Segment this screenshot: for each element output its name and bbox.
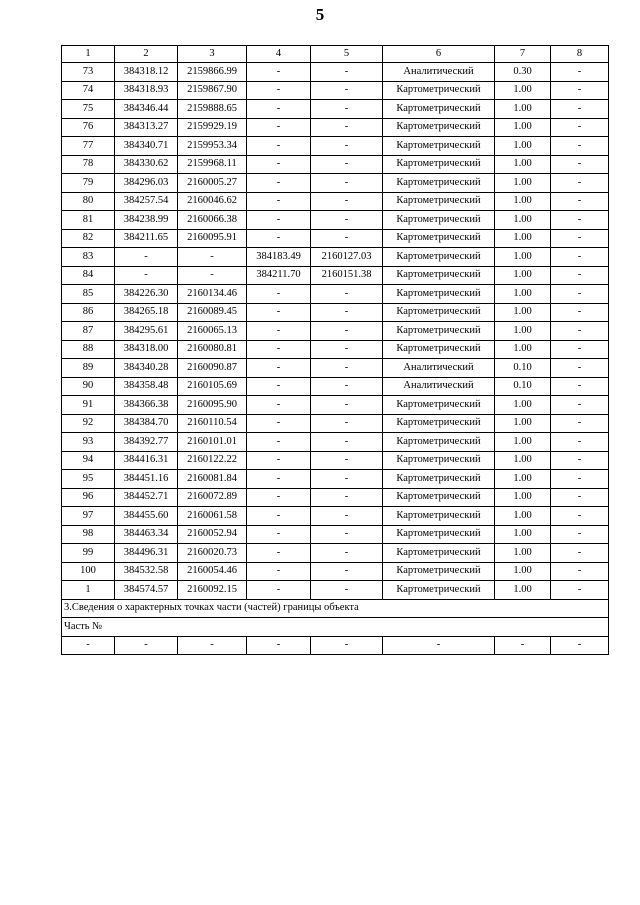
table-cell: 74 [62,81,115,100]
table-cell: 1.00 [495,266,551,285]
table-row [62,81,609,100]
table-cell: - [247,433,311,452]
table-cell: 73 [62,63,115,82]
table-cell: 2160054.46 [178,562,247,581]
table-cell: 2160095.90 [178,396,247,415]
table-row [62,544,609,563]
table-cell: - [247,562,311,581]
table-cell: Аналитический [383,377,495,396]
table-cell: 1.00 [495,488,551,507]
table-cell: Картометрический [383,562,495,581]
table-cell: 2159968.11 [178,155,247,174]
table-cell: 384226.30 [115,285,178,304]
table-cell: 84 [62,266,115,285]
table-cell: 1.00 [495,118,551,137]
table-cell: 384295.61 [115,322,178,341]
table-cell: 91 [62,396,115,415]
table-cell: 1.00 [495,322,551,341]
table-row [62,63,609,82]
table-row [62,303,609,322]
table-cell: - [247,137,311,156]
table-row [62,211,609,230]
table-cell: 384452.71 [115,488,178,507]
table-cell: 2160134.46 [178,285,247,304]
table-row [62,266,609,285]
table-cell: - [247,174,311,193]
table-cell: 1.00 [495,340,551,359]
table-cell: 1.00 [495,192,551,211]
table-cell: 384455.60 [115,507,178,526]
table-row [62,525,609,544]
table-cell: 2160095.91 [178,229,247,248]
table-cell: - [247,470,311,489]
table-cell: - [311,507,383,526]
table-cell: 0.10 [495,359,551,378]
table-cell: 1.00 [495,229,551,248]
table-cell: 384340.28 [115,359,178,378]
table-cell: 1.00 [495,562,551,581]
table-cell: 2160110.54 [178,414,247,433]
table-cell: - [247,211,311,230]
table-cell: - [551,229,609,248]
table-cell: - [495,636,551,655]
table-row [62,414,609,433]
column-header: 5 [311,46,383,63]
table-cell: 1.00 [495,248,551,267]
table-cell: - [311,322,383,341]
table-cell: - [551,266,609,285]
table-cell: 1.00 [495,396,551,415]
table-cell: - [551,81,609,100]
table-row [62,100,609,119]
section-title-row [62,599,609,618]
table-cell: Картометрический [383,137,495,156]
table-row [62,470,609,489]
table-cell: 2160072.89 [178,488,247,507]
table-cell: - [247,63,311,82]
table-cell: - [62,636,115,655]
table-cell: 2160089.45 [178,303,247,322]
table-cell: Картометрический [383,303,495,322]
table-cell: 2159953.34 [178,137,247,156]
table-cell: 384238.99 [115,211,178,230]
table-cell: - [311,229,383,248]
table-cell: 2159929.19 [178,118,247,137]
table-cell: - [311,488,383,507]
table-cell: 78 [62,155,115,174]
table-row [62,562,609,581]
table-cell: 384340.71 [115,137,178,156]
table-cell: - [551,63,609,82]
table-cell: 384366.38 [115,396,178,415]
table-cell: 1.00 [495,81,551,100]
table-cell: 384265.18 [115,303,178,322]
table-cell: - [311,562,383,581]
table-row [62,488,609,507]
table-cell: 2160090.87 [178,359,247,378]
table-cell: - [551,414,609,433]
table-cell: 2160061.58 [178,507,247,526]
table-cell: 1.00 [495,285,551,304]
table-cell: 2160005.27 [178,174,247,193]
part-data-row [62,636,609,655]
table-cell: 0.10 [495,377,551,396]
table-cell: - [383,636,495,655]
table-cell: - [551,377,609,396]
table-cell: 2160080.81 [178,340,247,359]
table-cell: Картометрический [383,507,495,526]
table-row [62,507,609,526]
table-cell: Картометрический [383,396,495,415]
table-row [62,174,609,193]
table-cell: - [311,81,383,100]
table-cell: 1.00 [495,211,551,230]
part-label: Часть № [62,618,609,637]
table-cell: 99 [62,544,115,563]
table-cell: 2160127.03 [311,248,383,267]
table-cell: 2160151.38 [311,266,383,285]
table-cell: - [247,451,311,470]
table-cell: 86 [62,303,115,322]
table-row [62,192,609,211]
table-cell: Картометрический [383,414,495,433]
table-cell: - [247,544,311,563]
table-cell: Картометрический [383,211,495,230]
table-row [62,229,609,248]
table-cell: - [551,507,609,526]
table-cell: 2159866.99 [178,63,247,82]
table-cell: Картометрический [383,174,495,193]
column-header: 7 [495,46,551,63]
table-cell: Картометрический [383,470,495,489]
table-cell: 85 [62,285,115,304]
table-cell: - [178,636,247,655]
table-cell: - [247,377,311,396]
table-cell: - [115,636,178,655]
table-cell: - [247,396,311,415]
table-cell: - [311,118,383,137]
table-cell: 1.00 [495,451,551,470]
table-cell: 1.00 [495,303,551,322]
table-cell: Картометрический [383,266,495,285]
table-row [62,340,609,359]
table-cell: - [551,488,609,507]
table-cell: 88 [62,340,115,359]
boundary-points-table [61,45,609,655]
table-cell: 384313.27 [115,118,178,137]
table-cell: 384211.65 [115,229,178,248]
table-cell: 95 [62,470,115,489]
table-cell: - [551,433,609,452]
table-cell: - [551,581,609,600]
table-cell: - [551,155,609,174]
table-cell: Картометрический [383,248,495,267]
table-cell: 1.00 [495,155,551,174]
table-cell: - [311,303,383,322]
table-cell: 384451.16 [115,470,178,489]
table-row [62,248,609,267]
table-cell: 384296.03 [115,174,178,193]
table-cell: - [311,470,383,489]
table-cell: - [247,581,311,600]
table-cell: Картометрический [383,81,495,100]
table-cell: - [551,285,609,304]
table-cell: - [311,581,383,600]
table-cell: 384318.93 [115,81,178,100]
table-cell: 83 [62,248,115,267]
table-cell: - [247,525,311,544]
table-cell: 384330.62 [115,155,178,174]
table-header-row [62,46,609,63]
table-cell: 2160092.15 [178,581,247,600]
table-cell: Картометрический [383,322,495,341]
table-cell: 384211.70 [247,266,311,285]
table-cell: 2160105.69 [178,377,247,396]
table-cell: 100 [62,562,115,581]
page-number: 5 [315,5,325,24]
table-cell: 384318.12 [115,63,178,82]
table-cell: - [247,155,311,174]
table-cell: - [311,63,383,82]
table-cell: 1.00 [495,414,551,433]
column-header: 4 [247,46,311,63]
table-cell: - [247,488,311,507]
table-cell: - [247,118,311,137]
table-cell: - [247,303,311,322]
table-cell: - [247,359,311,378]
table-cell: - [247,414,311,433]
table-cell: Картометрический [383,544,495,563]
table-cell: Картометрический [383,155,495,174]
table-cell: - [115,248,178,267]
table-cell: - [551,174,609,193]
table-cell: 2160065.13 [178,322,247,341]
table-cell: - [311,433,383,452]
table-cell: - [551,562,609,581]
table-cell: - [551,248,609,267]
table-cell: 1.00 [495,137,551,156]
table-cell: - [551,192,609,211]
table-row [62,581,609,600]
table-cell: - [247,340,311,359]
table-cell: - [311,211,383,230]
table-cell: - [551,211,609,230]
table-cell: 384532.58 [115,562,178,581]
table-cell: Аналитический [383,359,495,378]
table-row [62,377,609,396]
table-cell: 384574.57 [115,581,178,600]
table-cell: 1.00 [495,525,551,544]
table-row [62,433,609,452]
table-cell: 2160122.22 [178,451,247,470]
table-cell: - [247,192,311,211]
table-row [62,359,609,378]
table-cell: - [311,100,383,119]
table-cell: Картометрический [383,488,495,507]
table-cell: - [551,451,609,470]
table-cell: Картометрический [383,581,495,600]
table-cell: - [247,507,311,526]
table-cell: - [311,525,383,544]
table-cell: 384358.48 [115,377,178,396]
table-cell: Картометрический [383,525,495,544]
table-cell: Картометрический [383,285,495,304]
table-cell: - [551,322,609,341]
table-cell: 90 [62,377,115,396]
table-cell: 76 [62,118,115,137]
table-cell: 2160066.38 [178,211,247,230]
table-cell: 89 [62,359,115,378]
table-cell: 2160046.62 [178,192,247,211]
column-header: 8 [551,46,609,63]
column-header: 3 [178,46,247,63]
table-cell: 80 [62,192,115,211]
table-cell: 96 [62,488,115,507]
table-row [62,155,609,174]
table-cell: 384496.31 [115,544,178,563]
part-label-row [62,618,609,637]
table-cell: - [551,303,609,322]
table-cell: 1.00 [495,470,551,489]
column-header: 6 [383,46,495,63]
table-cell: Картометрический [383,100,495,119]
table-cell: - [551,544,609,563]
table-cell: - [551,137,609,156]
table-cell: - [311,192,383,211]
table-cell: - [178,266,247,285]
column-header: 1 [62,46,115,63]
table-cell: - [311,137,383,156]
table-cell: 384416.31 [115,451,178,470]
table-cell: - [311,636,383,655]
table-cell: - [247,636,311,655]
table-cell: - [311,451,383,470]
table-cell: - [247,100,311,119]
table-cell: - [551,525,609,544]
table-cell: 384463.34 [115,525,178,544]
table-cell: - [247,322,311,341]
table-cell: 1.00 [495,433,551,452]
table-cell: - [311,174,383,193]
table-cell: - [311,396,383,415]
table-cell: Картометрический [383,118,495,137]
table-cell: - [247,229,311,248]
table-cell: 2160081.84 [178,470,247,489]
table-cell: Картометрический [383,433,495,452]
table-cell: 384183.49 [247,248,311,267]
table-cell: - [551,340,609,359]
table-cell: - [551,636,609,655]
table-cell: 2160052.94 [178,525,247,544]
table-cell: - [551,100,609,119]
table-cell: 384257.54 [115,192,178,211]
table-cell: Картометрический [383,340,495,359]
table-cell: - [551,118,609,137]
table-cell: 2160101.01 [178,433,247,452]
table-cell: - [311,340,383,359]
table-cell: 384318.00 [115,340,178,359]
table-cell: 1.00 [495,507,551,526]
section-title: 3.Сведения о характерных точках части (частей) границы объекта [62,599,609,618]
table-cell: 0.30 [495,63,551,82]
column-header: 2 [115,46,178,63]
table-row [62,137,609,156]
table-cell: Аналитический [383,63,495,82]
table-cell: - [311,544,383,563]
table-row [62,396,609,415]
table-cell: 93 [62,433,115,452]
table-cell: - [311,155,383,174]
table-cell: 94 [62,451,115,470]
table-cell: - [247,285,311,304]
table-row [62,451,609,470]
table-cell: 1.00 [495,100,551,119]
table-cell: 1.00 [495,544,551,563]
table-cell: 384346.44 [115,100,178,119]
table-cell: - [311,377,383,396]
table-cell: - [551,470,609,489]
table-cell: Картометрический [383,451,495,470]
table-cell: 2160020.73 [178,544,247,563]
table-row [62,322,609,341]
table-cell: 79 [62,174,115,193]
table-cell: - [311,285,383,304]
table-cell: - [178,248,247,267]
table-cell: 98 [62,525,115,544]
table-cell: - [551,359,609,378]
table-cell: 75 [62,100,115,119]
table-cell: 1.00 [495,174,551,193]
table-cell: 1.00 [495,581,551,600]
table-cell: 2159888.65 [178,100,247,119]
table-cell: - [115,266,178,285]
table-cell: 2159867.90 [178,81,247,100]
table-cell: 384384.70 [115,414,178,433]
table-cell: 82 [62,229,115,248]
table-cell: 92 [62,414,115,433]
table-cell: 77 [62,137,115,156]
table-cell: 81 [62,211,115,230]
table-row [62,118,609,137]
table-cell: 97 [62,507,115,526]
table-cell: - [311,414,383,433]
table-row [62,285,609,304]
table-cell: 1 [62,581,115,600]
table-cell: - [311,359,383,378]
table-cell: - [247,81,311,100]
table-cell: 87 [62,322,115,341]
table-cell: 384392.77 [115,433,178,452]
table-cell: Картометрический [383,192,495,211]
table-cell: Картометрический [383,229,495,248]
table-cell: - [551,396,609,415]
